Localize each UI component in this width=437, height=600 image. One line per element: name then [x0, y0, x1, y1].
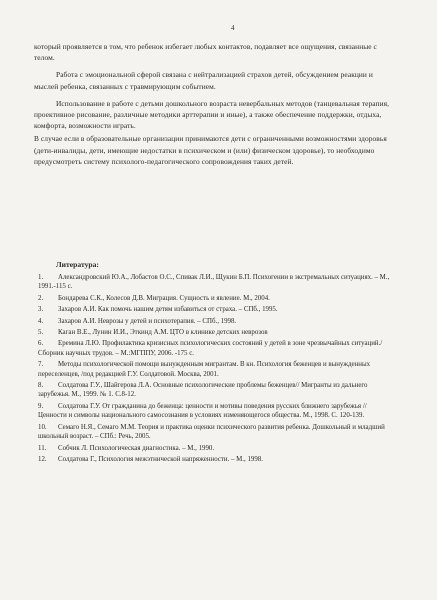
reference-item [38, 339, 394, 358]
reference-text: Александровский Ю.А., Лобастов О.С., Спивак Л.И., Щукин Б.П. Психогении в экстремальных ситуациях. – М., 1991.-115 с. [38, 274, 390, 291]
reference-number: 3. [38, 306, 44, 314]
reference-number: 2. [38, 294, 44, 302]
reference-number: 1. [38, 274, 44, 281]
reference-number: 11. [38, 444, 47, 452]
reference-item [38, 455, 394, 464]
reference-item [38, 444, 394, 453]
reference-item [38, 305, 394, 314]
body-text [34, 41, 394, 167]
reference-item [38, 402, 394, 421]
reference-text: Солдатова Г., Психология межэтнической напряженности. – М., 1998. [58, 455, 263, 463]
reference-number: 9. [38, 402, 44, 410]
literature-heading: Литература: [56, 260, 99, 269]
reference-number: 4. [38, 317, 44, 325]
reference-text: Еремина Л.Ю. Профилактика кризисных психологических состояний у детей в зоне чрезвычайных ситуаций./Сборник научных трудов. – М.:МГППУ, 2006. -175 с. [38, 340, 383, 357]
reference-item [38, 423, 394, 442]
reference-item [38, 294, 394, 303]
reference-number: 10. [38, 423, 47, 431]
reference-number: 8. [38, 382, 44, 390]
reference-text: Бондарева С.К., Колесов Д.В. Миграция. Сущность и явление. М., 2004. [58, 294, 270, 302]
reference-text: Захаров А.И. Как помочь нашим детям избавиться от страха. – СПб., 1995. [58, 306, 278, 314]
reference-item [38, 273, 394, 292]
reference-number: 5. [38, 329, 44, 337]
reference-text: Семаго Н.Я., Семаго М.М. Теория и практика оценки психического развития ребенка. Дошкольный и младший школьный возраст. – СПб.: Речь, 2005. [38, 423, 385, 441]
reference-list [38, 273, 394, 466]
paragraph-1: который проявляется в том, что ребенок избегает любых контактов, подавляет все ощущения, связанные с телом. [34, 42, 377, 63]
reference-text: Каган В.Е., Лунин И.И., Эткинд А.М. ЦТО в клинике детских неврозов [58, 329, 268, 337]
reference-text: Солдатова Г.У. От гражданина до беженца: ценности и мотивы поведения русских ближнего зарубежья //Ценности и символы национального самосознания в условиях изменяющегося общества. М., 1998. С. 120-139. [38, 402, 367, 420]
reference-number: 12. [38, 455, 47, 463]
paragraph-3: Использование в работе с детьми дошкольного возраста невербальных методов (танцевальная терапия, проективное рисование, различные методики арттерапии и иные), а также обеспечение поддержки, отдыха, комфорта, возможности играть. [34, 98, 390, 131]
reference-text: Собчик Л. Психологическая диагностика. – М., 1990. [58, 444, 215, 452]
paragraph-2: Работа с эмоциональной сферой связана с нейтрализацией страхов детей, обсуждением реакции и мыслей ребенка, связанных с травмирующим событием. [34, 70, 373, 91]
reference-number: 6. [38, 340, 44, 348]
paragraph-4: В случае если в образовательные организации принимаются дети с ограниченными возможностями здоровья (дети-инвалиды, дети, имеющие недостатки в психическом и (или) физическом здоровье), то необходимо предусмотреть систему психолого-педагогического сопровождения таких детей. [34, 134, 387, 166]
reference-item [38, 360, 394, 379]
reference-text: Солдатова Г.У., Шайгерова Л.А. Основные психологические проблемы беженцев// Мигранты из дальнего зарубежья. М., 1999. № 1. С.8-12. [38, 382, 368, 399]
reference-number: 7. [38, 361, 44, 369]
page-number: 4 [231, 24, 235, 32]
reference-item [38, 317, 394, 326]
reference-text: Захаров А.И. Неврозы у детей и психотерапия. – СПб., 1998. [58, 317, 237, 325]
reference-text: Методы психологической помощи вынужденным мигрантам. В кн. Психология беженцев и вынужденных переселенцев, /под редакцией Г.У. Солдатовой. Москва, 2001. [38, 361, 371, 378]
reference-item [38, 381, 394, 400]
reference-item [38, 328, 394, 337]
